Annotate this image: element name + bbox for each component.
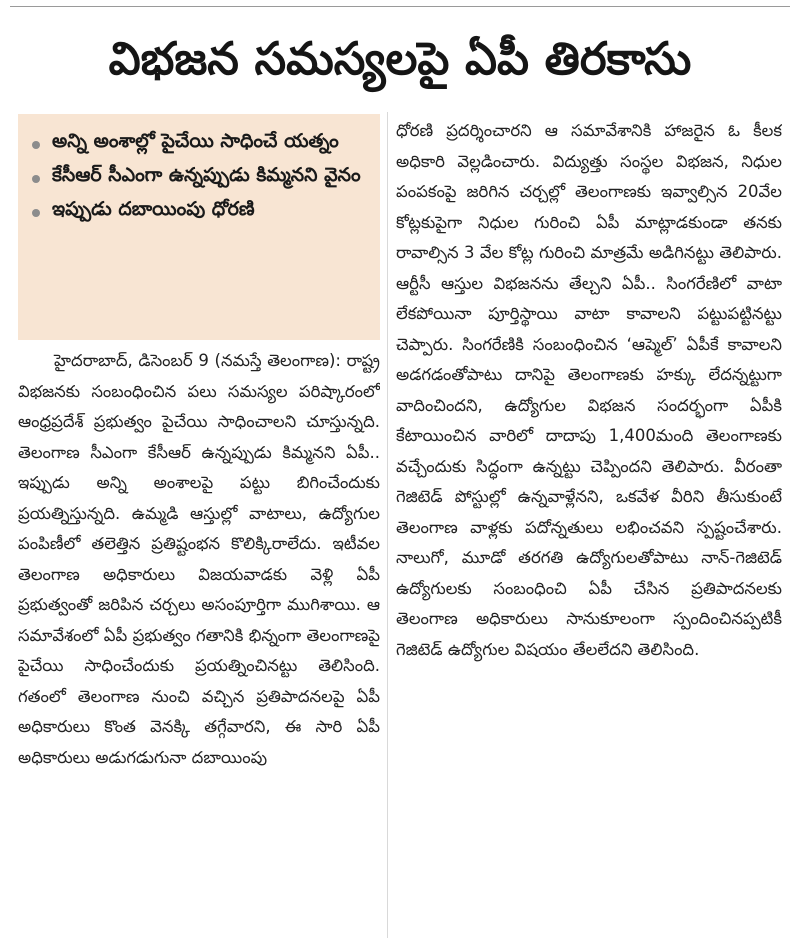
article-column-right <box>396 116 782 936</box>
bullet-icon <box>32 209 40 217</box>
highlight-text: ఇప్పుడు దబాయింపు ధోరణి <box>52 198 255 220</box>
highlights-box <box>18 114 380 340</box>
highlight-text: కేసీఆర్ సీఎంగా ఉన్నప్పుడు కిమ్మనని వైనం <box>52 164 361 186</box>
highlight-item <box>32 192 374 226</box>
bullet-icon <box>32 141 40 149</box>
article-body-right: ధోరణి ప్రదర్శించారని ఆ సమావేశానికి హాజరైన ఓ కీలక అధికారి వెల్లడించారు. విద్యుత్తు సంస్థల విభజన, నిధుల పంపకంపై జరిగిన చర్చల్లో తెలంగాణకు ఇవ్వాల్సిన 20వేల కోట్లకుపైగా నిధుల గురించి ఏపీ మాట్లాడకుండా తనకు రావాల్సిన 3 వేల కోట్ల గురించి మాత్రమే అడిగినట్టు తెలిపారు. ఆర్టీసీ ఆస్తుల విభజనను తేల్చని ఏపీ.. సింగరేణిలో వాటా లేకపోయినా పూర్తిస్థాయి వాటా కావాలని పట్టుపట్టినట్టు చెప్పారు. సింగరేణికి సంబంధించిన ‘ఆప్మెల్’ ఏపీకే కావాలని అడగడంతోపాటు దానిపై తెలంగాణకు హక్కు లేదన్నట్టుగా వాదించిందని, ఉద్యోగుల విభజన సందర్భంగా ఏపీకి కేటాయించిన వారిలో దాదాపు 1,400మంది తెలంగాణకు వచ్చేందుకు సిద్ధంగా ఉన్నట్టు చెప్పిందని తెలిపారు. వీరంతా గెజిటెడ్ పోస్టుల్లో ఉన్నవాళ్లేనని, ఒకవేళ వీరిని తీసుకుంటే తెలంగాణ వాళ్లకు పదోన్నతులు లభించవని స్పష్టంచేశారు. నాలుగో, మూడో తరగతి ఉద్యోగులతోపాటు నాన్-గెజిటెడ్ ఉద్యోగులకు సంబంధించి ఏపీ చేసిన ప్రతిపాదనలకు తెలంగాణ అధికారులు సానుకూలంగా స్పందించినప్పటికీ గెజిటెడ్ ఉద్యోగుల విషయం తేలలేదని తెలిసింది. <box>396 121 782 659</box>
article-column-left <box>18 346 380 946</box>
article-body-left: హైదరాబాద్, డిసెంబర్ 9 (నమస్తే తెలంగాణ): రాష్ట్ర విభజనకు సంబంధించిన పలు సమస్యల పరిష్కారంలో ఆంధ్రప్రదేశ్ ప్రభుత్వం పైచేయి సాధించాలని చూస్తున్నది. తెలంగాణ సీఎంగా కేసీఆర్ ఉన్నప్పుడు కిమ్మనని ఏపీ.. ఇప్పుడు అన్ని అంశాలపై పట్టు బిగించేందుకు ప్రయత్నిస్తున్నది. ఉమ్మడి ఆస్తుల్లో వాటాలు, ఉద్యోగుల పంపిణీలో తలెత్తిన ప్రతిష్టంభన కొలిక్కిరాలేదు. ఇటీవల తెలంగాణ అధికారులు విజయవాడకు వెళ్లి ఏపీ ప్రభుత్వంతో జరిపిన చర్చలు అసంపూర్తిగా ముగిశాయి. ఆ సమావేశంలో ఏపీ ప్రభుత్వం గతానికి భిన్నంగా తెలంగాణపై పైచేయి సాధించేందుకు ప్రయత్నించినట్టు తెలిసింది. గతంలో తెలంగాణ నుంచి వచ్చిన ప్రతిపాదనలపై ఏపీ అధికారులు కొంత వెనక్కి తగ్గేవారని, ఈ సారి ఏపీ అధికారులు అడుగడుగునా దబాయింపు <box>18 351 380 767</box>
top-rule <box>10 6 790 7</box>
highlight-text: అన్ని అంశాల్లో పైచేయి సాధించే యత్నం <box>52 130 339 152</box>
headline: విభజన సమస్యలపై ఏపీ తిరకాసు <box>108 32 692 85</box>
bullet-icon <box>32 175 40 183</box>
highlight-item <box>32 158 374 192</box>
highlight-item <box>32 124 374 158</box>
column-divider <box>387 112 388 938</box>
